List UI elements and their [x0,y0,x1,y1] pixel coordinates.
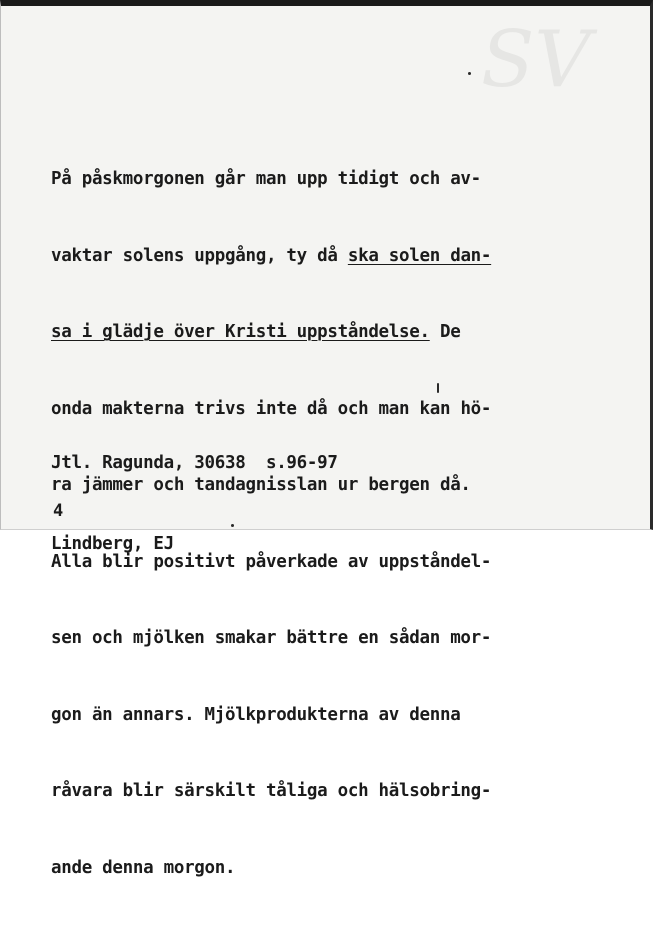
ink-speck [437,383,439,393]
ink-speck [231,524,234,527]
paragraph-line: ra jämmer och tandagnisslan ur bergen då. [51,475,471,495]
paragraph-text: hö- [460,398,492,419]
paragraph-text: De [429,322,461,342]
underlined-text: sa i glädje över Kristi uppståndelse. [51,322,430,342]
informant-line: Lindberg, EJ [51,534,174,554]
paragraph-line: ande denna morgon. [51,857,236,878]
paragraph-line: råvara blir särskilt tåliga och hälsobring- [51,781,492,801]
source-line: Jtl. Ragunda, 30638 s.96-97 [51,453,338,473]
faded-watermark [471,16,641,106]
paragraph-line: På påskmorgonen går man upp tidigt och av- [51,169,481,189]
paragraph-text: vaktar solens uppgång, ty då [51,245,348,266]
paragraph-line: gon än annars. Mjölkprodukterna av denna [51,704,461,725]
source-reference [51,396,338,612]
underlined-text: ska solen dan- [347,245,492,266]
page-number: 4 [53,501,64,521]
ink-speck [468,72,471,75]
paragraph-line [51,320,611,346]
paragraph-line: sen och mjölken smakar bättre en sådan mor- [51,628,492,648]
paragraph-text: onda makterna trivs inte då och man kan [51,398,461,419]
paragraph-line: Alla blir positivt påverkade av uppståndel- [51,551,492,572]
paragraph-line [51,244,611,270]
svg-text:SV: SV [481,15,591,105]
